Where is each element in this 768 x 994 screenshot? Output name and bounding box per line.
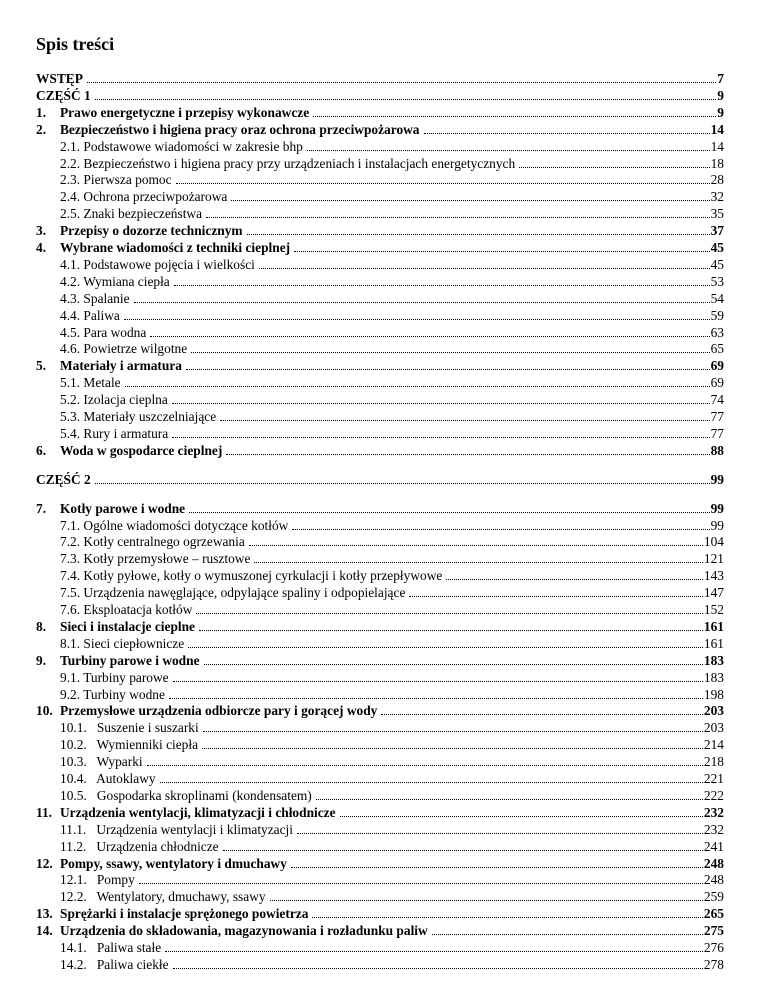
- toc-entry-label: 4.1. Podstawowe pojęcia i wielkości: [60, 256, 255, 272]
- toc-entry-page: 99: [710, 471, 724, 487]
- toc-entry-number: 2.: [36, 121, 47, 137]
- dot-leader: [220, 419, 709, 421]
- toc-subentry: [0, 306, 768, 323]
- toc-entry: [0, 441, 768, 458]
- toc-entry: [0, 617, 768, 634]
- dot-leader: [191, 351, 709, 353]
- toc-entry-page: 63: [710, 324, 724, 340]
- toc-entry-page: 14: [710, 138, 724, 154]
- toc-entry-page: 121: [703, 551, 724, 567]
- toc-entry-page: 183: [703, 652, 724, 668]
- toc-entry-label: 2.4. Ochrona przeciwpożarowa: [60, 189, 228, 205]
- dot-leader: [381, 713, 703, 715]
- dot-leader: [203, 730, 703, 732]
- toc-entry-number: 6.: [36, 442, 47, 458]
- toc-entry-page: 248: [703, 855, 724, 871]
- toc-subentry: [0, 516, 768, 533]
- dot-leader: [147, 764, 703, 766]
- dot-leader: [87, 81, 716, 83]
- toc-entry-label: 2.5. Znaki bezpieczeństwa: [60, 206, 203, 222]
- toc-subentry: [0, 170, 768, 187]
- toc-subentry: [0, 424, 768, 441]
- toc-entry-label: Turbiny parowe i wodne: [60, 652, 200, 668]
- toc-entry-label: 9.1. Turbiny parowe: [60, 669, 169, 685]
- dot-leader: [173, 680, 703, 682]
- toc-subentry: [0, 600, 768, 617]
- toc-entry-number: 10.: [36, 703, 53, 719]
- toc-entry-label: 4.2. Wymiana ciepła: [60, 273, 170, 289]
- toc-entry-label: WSTĘP: [36, 71, 83, 86]
- toc-entry-page: 232: [703, 821, 724, 837]
- toc-entry-page: 32: [710, 189, 724, 205]
- toc-entry-label: 5.4. Rury i armatura: [60, 425, 169, 441]
- toc-subentry: [0, 938, 768, 955]
- toc-entry-page: 77: [710, 409, 724, 424]
- toc-entry-label: 4.4. Paliwa: [60, 307, 120, 323]
- toc-entry-page: 18: [710, 155, 724, 171]
- toc-entry-label: 14.1. Paliwa stałe: [60, 940, 162, 955]
- dot-leader: [199, 629, 703, 631]
- toc-entry-label: Materiały i armatura: [60, 358, 182, 374]
- page-title: Spis treści: [36, 34, 115, 54]
- toc-entry-page: 28: [710, 172, 724, 188]
- dot-leader: [294, 250, 710, 252]
- toc-entry: [0, 499, 768, 516]
- toc-entry-page: 69: [710, 375, 724, 391]
- dot-leader: [316, 798, 703, 800]
- toc-entry: [0, 221, 768, 238]
- toc-subentry: [0, 255, 768, 272]
- toc-subentry: [0, 668, 768, 685]
- dot-leader: [307, 149, 710, 151]
- toc-entry-page: 147: [703, 585, 724, 601]
- dot-leader: [176, 182, 710, 184]
- dot-leader: [173, 967, 703, 969]
- toc-entry-page: 35: [710, 206, 724, 222]
- toc-subentry: [0, 685, 768, 702]
- toc-entry-page: 74: [710, 392, 724, 408]
- toc-entry-label: 4.3. Spalanie: [60, 290, 130, 306]
- toc-entry-page: 278: [703, 956, 724, 972]
- toc-subentry: [0, 718, 768, 735]
- toc-entry-number: 12.: [36, 855, 53, 871]
- toc-subentry: [0, 137, 768, 154]
- toc-subentry: [0, 820, 768, 837]
- toc-entry-page: 241: [703, 838, 724, 854]
- dot-leader: [139, 882, 703, 884]
- toc-entry-page: 45: [710, 240, 724, 255]
- toc-entry-page: 9: [717, 104, 724, 120]
- toc-entry: [0, 86, 768, 103]
- toc-entry-number: 3.: [36, 223, 47, 239]
- dot-leader: [125, 385, 710, 387]
- dot-leader: [223, 849, 703, 851]
- toc-subentry: [0, 955, 768, 972]
- toc-entry-label: 10.4. Autoklawy: [60, 771, 156, 786]
- toc-entry: [0, 103, 768, 120]
- toc-entry-page: 77: [710, 425, 724, 441]
- toc-subentry: [0, 634, 768, 651]
- dot-leader: [172, 402, 710, 404]
- toc-subentry: [0, 752, 768, 769]
- dot-leader: [231, 199, 709, 201]
- dot-leader: [188, 646, 703, 648]
- toc-entry-number: 5.: [36, 358, 47, 374]
- toc-entry: [0, 120, 768, 137]
- toc-entry-page: 198: [703, 686, 724, 702]
- toc-entry-label: 11.2. Urządzenia chłodnicze: [60, 838, 219, 854]
- toc-entry: [0, 651, 768, 668]
- dot-leader: [206, 216, 710, 218]
- toc-entry: [0, 904, 768, 921]
- dot-leader: [424, 132, 710, 134]
- toc-entry-page: 69: [710, 358, 724, 374]
- dot-leader: [270, 899, 703, 901]
- toc-entry-label: Bezpieczeństwo i higiena pracy oraz ochrona przeciwpożarowa: [60, 121, 420, 137]
- toc-entry-page: 276: [703, 940, 724, 955]
- dot-leader: [313, 115, 716, 117]
- toc-entry-label: Kotły parowe i wodne: [60, 500, 186, 516]
- toc-subentry: [0, 735, 768, 752]
- toc-entry-label: Woda w gospodarce cieplnej: [60, 442, 223, 458]
- dot-leader: [204, 663, 703, 665]
- toc-entry-label: 11.1. Urządzenia wentylacji i klimatyzacji: [60, 821, 294, 837]
- toc-entry-label: 12.1. Pompy: [60, 872, 135, 888]
- toc-entry-page: 7: [717, 71, 724, 86]
- dot-leader: [134, 301, 710, 303]
- toc-entry-number: 14.: [36, 923, 53, 939]
- dot-leader: [409, 595, 703, 597]
- dot-leader: [446, 578, 703, 580]
- toc-subentry: [0, 390, 768, 407]
- toc-entry-label: 10.2. Wymienniki ciepła: [60, 737, 199, 753]
- dot-leader: [249, 544, 703, 546]
- toc-entry-label: 7.6. Eksploatacja kotłów: [60, 602, 193, 617]
- dot-leader: [124, 318, 710, 320]
- toc-entry-label: 5.3. Materiały uszczelniające: [60, 409, 217, 424]
- toc-entry-label: CZĘŚĆ 1: [36, 87, 91, 103]
- dot-leader: [247, 233, 710, 235]
- toc-entry-page: 203: [703, 703, 724, 719]
- toc-subentry: [0, 532, 768, 549]
- toc-entry-page: 214: [703, 737, 724, 753]
- toc-entry: [0, 69, 768, 86]
- toc-entry: [0, 921, 768, 938]
- toc-entry-page: 88: [710, 442, 724, 458]
- toc-entry-label: 9.2. Turbiny wodne: [60, 686, 165, 702]
- toc-entry-page: 99: [710, 500, 724, 516]
- toc-entry-label: Przemysłowe urządzenia odbiorcze pary i gorącej wody: [60, 703, 378, 719]
- dot-leader: [340, 815, 703, 817]
- toc-entry-page: 183: [703, 669, 724, 685]
- toc-entry-page: 161: [703, 635, 724, 651]
- toc-subentry: [0, 549, 768, 566]
- toc-entry: [0, 701, 768, 718]
- toc-entry-label: 2.2. Bezpieczeństwo i higiena pracy przy urządzeniach i instalacjach energetycznych: [60, 155, 516, 171]
- toc-entry-page: 248: [703, 872, 724, 888]
- toc-entry-label: 5.1. Metale: [60, 375, 121, 391]
- toc-entry-page: 53: [710, 273, 724, 289]
- dot-leader: [172, 436, 709, 438]
- dot-leader: [186, 368, 710, 370]
- toc-entry-label: 4.5. Para wodna: [60, 324, 147, 340]
- toc-entry-page: 143: [703, 568, 724, 584]
- toc-entry: [0, 238, 768, 255]
- toc-entry-page: 232: [703, 804, 724, 820]
- toc-entry-number: 4.: [36, 240, 47, 255]
- toc-entry-page: 99: [710, 517, 724, 533]
- toc-entry: [0, 356, 768, 373]
- dot-leader: [519, 166, 709, 168]
- toc-entry-page: 275: [703, 923, 724, 939]
- dot-leader: [150, 335, 709, 337]
- toc-subentry: [0, 339, 768, 356]
- toc-entry-label: Sieci i instalacje cieplne: [60, 618, 195, 634]
- toc-entry-page: 161: [703, 618, 724, 634]
- toc-entry: [0, 854, 768, 871]
- toc-entry-label: 2.1. Podstawowe wiadomości w zakresie bhp: [60, 138, 303, 154]
- toc-entry-number: 13.: [36, 906, 53, 922]
- toc-entry-page: 203: [703, 720, 724, 736]
- toc-entry-label: Sprężarki i instalacje sprężonego powietrza: [60, 906, 309, 922]
- dot-leader: [226, 453, 709, 455]
- toc-entry-page: 65: [710, 341, 724, 357]
- toc-entry-page: 218: [703, 754, 724, 770]
- toc-subentry: [0, 154, 768, 171]
- toc-subentry: [0, 373, 768, 390]
- toc-entry-page: 221: [703, 771, 724, 786]
- toc-entry-page: 222: [703, 787, 724, 803]
- toc-entry-label: 14.2. Paliwa ciekłe: [60, 956, 169, 972]
- dot-leader: [95, 482, 710, 484]
- toc-entry-label: 7.2. Kotły centralnego ogrzewania: [60, 534, 245, 550]
- toc-entry-label: 10.1. Suszenie i suszarki: [60, 720, 199, 736]
- dot-leader: [432, 933, 703, 935]
- toc-entry-page: 104: [703, 534, 724, 550]
- toc-subentry: [0, 870, 768, 887]
- toc-entry-label: 12.2. Wentylatory, dmuchawy, ssawy: [60, 889, 266, 905]
- toc-entry-number: 1.: [36, 104, 47, 120]
- toc-entry-page: 45: [710, 256, 724, 272]
- dot-leader: [291, 866, 703, 868]
- dot-leader: [189, 511, 710, 513]
- toc-entry-label: Urządzenia do składowania, magazynowania i rozładunku paliw: [60, 923, 428, 939]
- dot-leader: [174, 284, 710, 286]
- toc-subentry: [0, 272, 768, 289]
- toc-entry-number: 7.: [36, 500, 47, 516]
- toc-entry-page: 265: [703, 906, 724, 922]
- dot-leader: [160, 781, 703, 783]
- toc-entry-label: 7.4. Kotły pyłowe, kotły o wymuszonej cyrkulacji i kotły przepływowe: [60, 568, 443, 584]
- toc-entry-label: 10.3. Wyparki: [60, 754, 143, 770]
- dot-leader: [297, 832, 703, 834]
- toc-entry-label: 8.1. Sieci ciepłownicze: [60, 635, 185, 651]
- toc-entry-number: 8.: [36, 618, 47, 634]
- toc-subentry: [0, 837, 768, 854]
- toc-entry-page: 152: [703, 602, 724, 617]
- toc-subentry: [0, 786, 768, 803]
- dot-leader: [254, 561, 703, 563]
- toc-entry-label: 4.6. Powietrze wilgotne: [60, 341, 188, 357]
- toc-entry-page: 59: [710, 307, 724, 323]
- toc-subentry: [0, 769, 768, 786]
- toc-entry-label: 7.1. Ogólne wiadomości dotyczące kotłów: [60, 517, 289, 533]
- toc-entry-page: 37: [710, 223, 724, 239]
- toc-entry-label: CZĘŚĆ 2: [36, 471, 91, 487]
- toc-entry-page: 9: [717, 87, 724, 103]
- dot-leader: [259, 267, 710, 269]
- toc-entry-label: 7.5. Urządzenia nawęglające, odpylające spaliny i odpopielające: [60, 585, 406, 601]
- toc-entry-page: 14: [710, 121, 724, 137]
- dot-leader: [312, 916, 702, 918]
- toc-subentry: [0, 323, 768, 340]
- toc-entry-label: Prawo energetyczne i przepisy wykonawcze: [60, 104, 310, 120]
- dot-leader: [292, 528, 709, 530]
- toc-subentry: [0, 407, 768, 424]
- toc-entry-label: Pompy, ssawy, wentylatory i dmuchawy: [60, 855, 287, 871]
- toc-subentry: [0, 187, 768, 204]
- toc-entry: [0, 803, 768, 820]
- toc-entry-label: 2.3. Pierwsza pomoc: [60, 172, 172, 188]
- toc-entry-label: 7.3. Kotły przemysłowe – rusztowe: [60, 551, 251, 567]
- toc-subentry: [0, 887, 768, 904]
- toc-entry-label: Przepisy o dozorze technicznym: [60, 223, 243, 239]
- toc-entry-label: Wybrane wiadomości z techniki cieplnej: [60, 240, 291, 255]
- toc-entry-label: Urządzenia wentylacji, klimatyzacji i chłodnicze: [60, 804, 336, 820]
- toc-entry-label: 5.2. Izolacja cieplna: [60, 392, 168, 408]
- toc-subentry: [0, 289, 768, 306]
- dot-leader: [196, 612, 703, 614]
- toc-subentry: [0, 204, 768, 221]
- dot-leader: [202, 747, 703, 749]
- dot-leader: [95, 98, 717, 100]
- dot-leader: [165, 950, 703, 952]
- toc-subentry: [0, 566, 768, 583]
- toc-entry-page: 54: [710, 290, 724, 306]
- dot-leader: [169, 697, 703, 699]
- toc-entry-number: 11.: [36, 804, 52, 820]
- toc-entry-label: 10.5. Gospodarka skroplinami (kondensatem): [60, 787, 312, 803]
- toc-entry: [0, 470, 768, 487]
- toc-entry-page: 259: [703, 889, 724, 905]
- toc-subentry: [0, 583, 768, 600]
- toc-entry-number: 9.: [36, 652, 47, 668]
